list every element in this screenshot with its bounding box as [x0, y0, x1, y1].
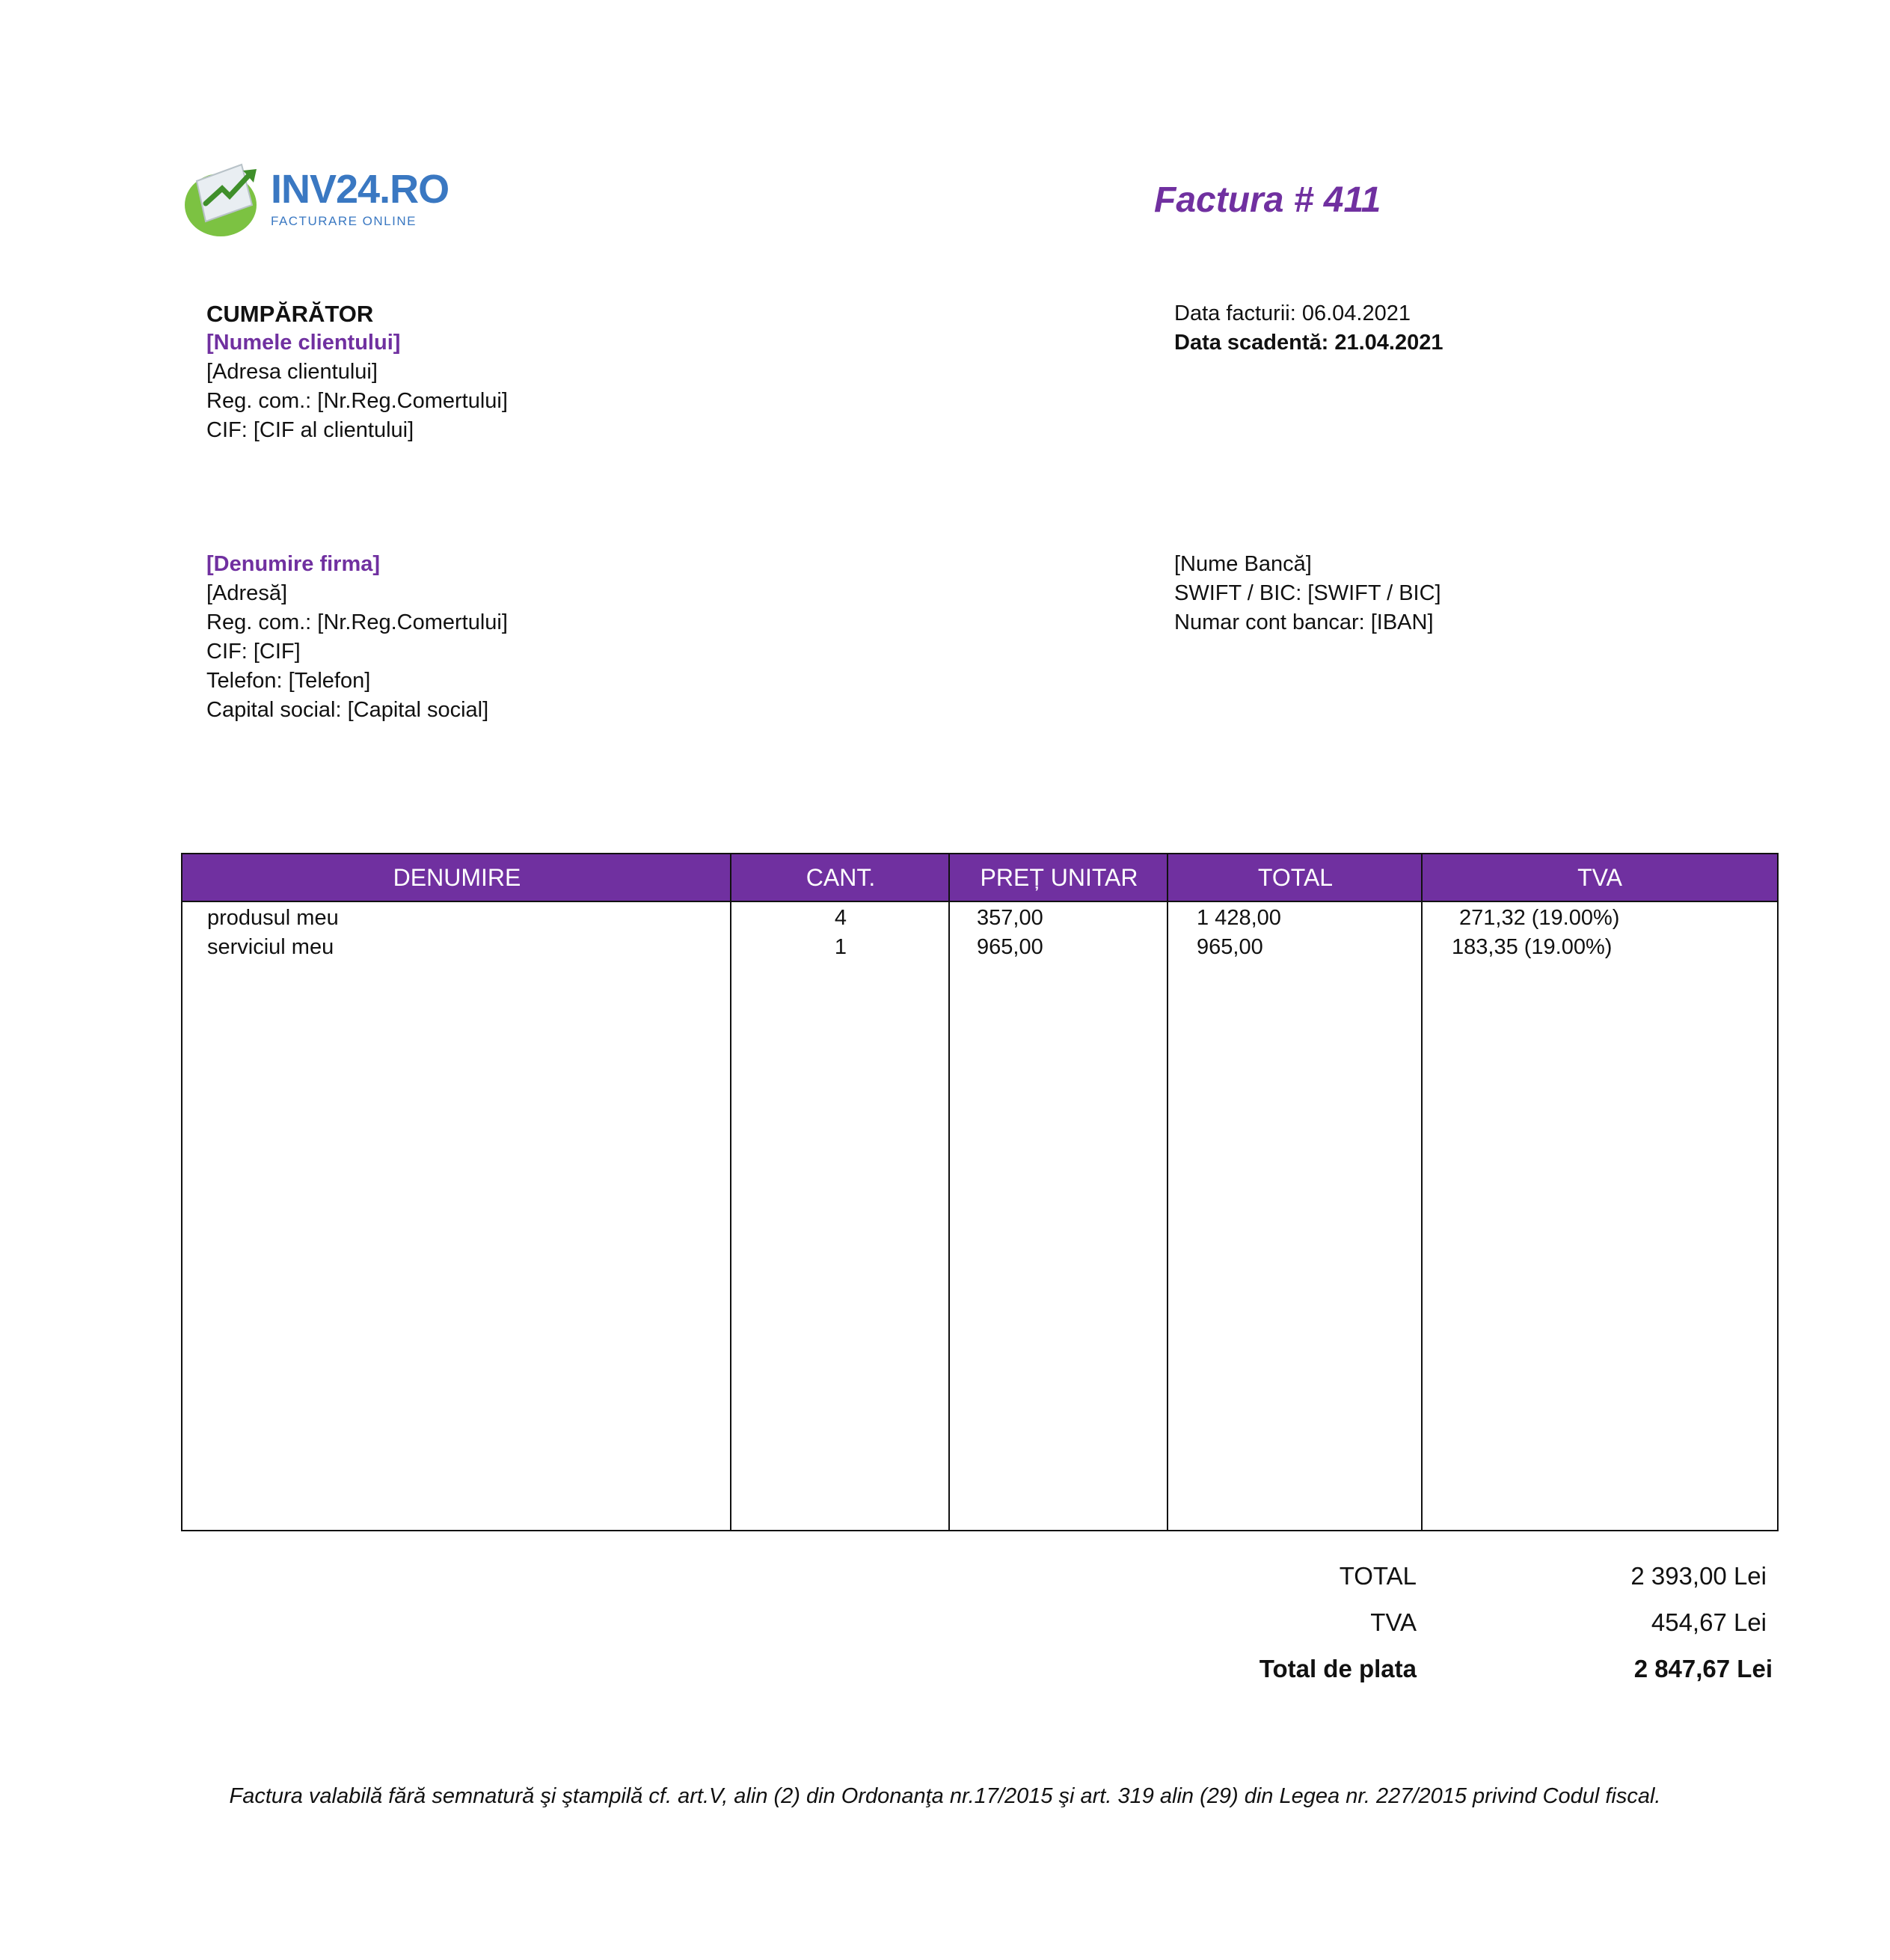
header-total: TOTAL [1257, 864, 1334, 891]
header-cant: CANT. [806, 864, 876, 891]
row1-total: 1 428,00 [1197, 906, 1281, 930]
row1-unit-price: 357,00 [977, 906, 1043, 930]
dates-block [1174, 299, 1443, 358]
row2-total: 965,00 [1197, 935, 1263, 959]
buyer-address: [Adresa clientului] [206, 360, 378, 384]
invoice-date: Data facturii: 06.04.2021 [1174, 301, 1411, 325]
total-label: TOTAL [1339, 1562, 1417, 1590]
items-table [181, 853, 1779, 1531]
row1-qty: 4 [834, 906, 847, 930]
buyer-reg-com: Reg. com.: [Nr.Reg.Comertului] [206, 389, 508, 413]
buyer-cif: CIF: [CIF al clientului] [206, 418, 414, 442]
header-denumire: DENUMIRE [393, 864, 521, 891]
seller-name: [Denumire firma] [206, 552, 381, 576]
due-date: Data scadentă: 21.04.2021 [1174, 331, 1443, 355]
row2-unit-price: 965,00 [977, 935, 1043, 959]
logo-tagline: FACTURARE ONLINE [271, 214, 417, 228]
seller-cif: CIF: [CIF] [206, 640, 301, 664]
seller-address: [Adresă] [206, 581, 287, 605]
header-pret-unitar: PREȚ UNITAR [980, 864, 1138, 891]
seller-capital: Capital social: [Capital social] [206, 698, 489, 722]
logo-icon [183, 159, 273, 241]
bank-iban: Numar cont bancar: [IBAN] [1174, 610, 1434, 634]
buyer-name: [Numele clientului] [206, 331, 401, 355]
buyer-heading: CUMPĂRĂTOR [206, 301, 374, 327]
row1-name: produsul meu [207, 906, 339, 930]
bank-swift: SWIFT / BIC: [SWIFT / BIC] [1174, 581, 1441, 605]
buyer-block [206, 299, 508, 445]
row1-vat: 271,32 (19.00%) [1459, 906, 1620, 930]
header-tva: TVA [1577, 864, 1622, 891]
total-value: 2 393,00 Lei [1630, 1562, 1767, 1590]
vat-value: 454,67 Lei [1651, 1608, 1767, 1636]
table-header [182, 854, 1777, 902]
column-divider [1167, 854, 1168, 1530]
logo-name: INV24.RO [271, 167, 450, 212]
bank-block [1174, 550, 1441, 637]
row2-qty: 1 [834, 935, 847, 959]
vat-label: TVA [1370, 1608, 1417, 1636]
invoice-title: Factura # 411 [1154, 180, 1381, 220]
seller-reg-com: Reg. com.: [Nr.Reg.Comertului] [206, 610, 508, 634]
seller-block [206, 550, 508, 725]
bank-name: [Nume Bancă] [1174, 552, 1312, 576]
legal-footer-note: Factura valabilă fără semnatură şi ştampilă cf. art.V, alin (2) din Ordonanţa nr.17/2015 şi art. 319 alin (29) din Legea nr. 227/2015 privind Codul fiscal. [229, 1784, 1661, 1808]
grand-total-label: Total de plata [1259, 1655, 1417, 1682]
row2-name: serviciul meu [207, 935, 334, 959]
grand-total-value: 2 847,67 Lei [1633, 1655, 1773, 1682]
seller-phone: Telefon: [Telefon] [206, 669, 371, 693]
column-divider [1421, 854, 1423, 1530]
row2-vat: 183,35 (19.00%) [1452, 935, 1613, 959]
